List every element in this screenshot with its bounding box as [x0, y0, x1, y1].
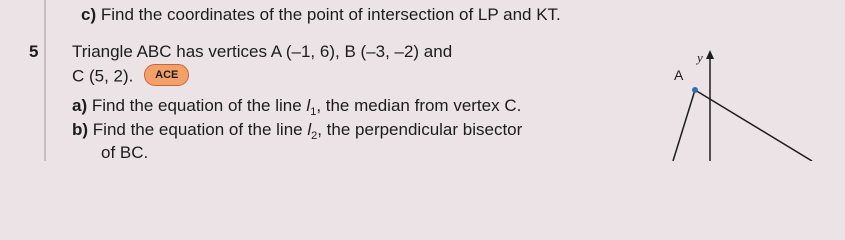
question-column: [44, 0, 666, 161]
triangle-side-ac: [695, 90, 812, 161]
vertex-a-label: A: [674, 67, 684, 83]
y-axis-label: y: [697, 50, 703, 65]
question-stem-line-2: [72, 66, 189, 88]
part-c-text: Find the coordinates of the point of intersection of LP and KT.: [100, 5, 561, 24]
part-a-line-variable: l: [306, 96, 311, 115]
triangle-diagram: [660, 40, 845, 161]
part-a-line-subscript: 1: [310, 106, 317, 118]
part-b-text-before: Find the equation of the line: [92, 120, 308, 139]
part-letter-b: b): [72, 120, 89, 139]
part-b: [72, 120, 522, 142]
part-letter-c: c): [81, 5, 97, 24]
question-stem-line-2-text: C (5, 2).: [72, 66, 134, 86]
part-a-text-before: Find the equation of the line: [91, 96, 307, 115]
part-b-line-subscript: 2: [311, 130, 318, 142]
part-b-text-after: , the perpendicular bisector: [317, 120, 523, 139]
question-stem-line-1: Triangle ABC has vertices A (–1, 6), B (–3, –2) and: [72, 42, 453, 61]
part-b-line-variable: l: [307, 120, 312, 139]
y-axis-arrow-icon: [706, 50, 714, 59]
previous-part-c: [81, 5, 561, 25]
part-a: [72, 96, 521, 118]
question-number: 5: [29, 42, 39, 61]
ace-badge: ACE: [144, 64, 189, 86]
part-a-text-after: , the median from vertex C.: [316, 96, 522, 115]
triangle-side-ab: [673, 90, 695, 161]
part-b-continuation: of BC.: [101, 143, 149, 162]
vertex-a-point: [692, 87, 698, 93]
part-letter-a: a): [72, 96, 88, 115]
